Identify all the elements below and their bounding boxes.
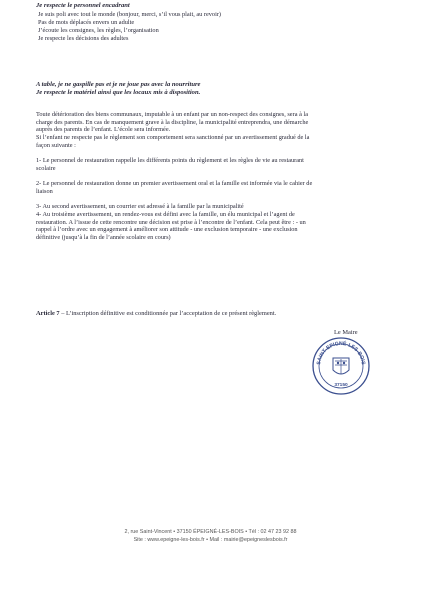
section-heading-materiel: Je respecte le matériel ainsi que les locaux mis à disposition. bbox=[36, 89, 201, 96]
paragraph-sanction bbox=[36, 134, 388, 149]
article-7 bbox=[36, 310, 276, 317]
rule-item-1: Je suis poli avec tout le monde (bonjour, merci, s’il vous plait, au revoir) bbox=[38, 11, 222, 18]
rule-item-3: J’écoute les consignes, les règles, l’organisation bbox=[38, 27, 159, 34]
paragraph-line: restauration. A l’issue de cette rencontre une décision est prise à l’encontre de l’enfant. Cela peut être : - un bbox=[36, 218, 306, 226]
rule-item-2: Pas de mots déplacés envers un adulte bbox=[38, 19, 135, 26]
section-heading-personnel: Je respecte le personnel encadrant bbox=[36, 2, 130, 9]
paragraph-line: 4- Au troisième avertissement, un rendez-vous est défini avec la famille, un élu municipal et l’agent de bbox=[36, 211, 295, 218]
paragraph-line: charge des parents. En cas de manquement grave à la discipline, la municipalité entreprendra, une démarche bbox=[36, 118, 309, 126]
paragraph-line: définitive (jusqu’à la fin de l’année scolaire en cours) bbox=[36, 233, 171, 241]
paragraph-line: façon suivante : bbox=[36, 141, 76, 149]
paragraph-deterioration bbox=[36, 111, 388, 134]
rule-item-4: Je respecte les décisions des adultes bbox=[38, 35, 129, 42]
paragraph-line: scolaire bbox=[36, 164, 56, 172]
paragraph-line: 3- Au second avertissement, un courrier est adressé à la famille par la municipalité bbox=[36, 203, 244, 210]
footer-address: 2, rue Saint-Vincent • 37150 ÉPEIGNÉ-LES-BOIS • Tél : 02 47 23 92 88 bbox=[124, 529, 297, 535]
sanction-step-2 bbox=[36, 180, 388, 195]
paragraph-line: liaison bbox=[36, 187, 53, 195]
signature-title: Le Maire bbox=[334, 329, 358, 336]
section-heading-table: A table, je ne gaspille pas et je ne joue pas avec la nourriture bbox=[36, 81, 201, 88]
svg-text:37150: 37150 bbox=[334, 383, 348, 388]
paragraph-line: Toute détérioration des biens communaux, imputable à un enfant par un non-respect des consignes, sera à la bbox=[36, 111, 308, 118]
article-text: – L’inscription définitive est conditionnée par l’acceptation de ce présent règlement. bbox=[59, 310, 277, 317]
paragraph-line: 2- Le personnel de restauration donne un premier avertissement oral et la famille est informée via le cahier de bbox=[36, 180, 313, 187]
mayor-seal-stamp bbox=[311, 336, 371, 396]
sanction-step-1 bbox=[36, 157, 388, 172]
paragraph-line: 1- Le personnel de restauration rappelle les différents points du règlement et les règles de vie au restaurant bbox=[36, 157, 304, 164]
sanction-step-4 bbox=[36, 211, 388, 241]
article-label: Article 7 bbox=[36, 310, 60, 317]
footer-contact: Site : www.epeigne-les-bois.fr • Mail : mairie@epeigneslesbois.fr bbox=[133, 537, 288, 543]
svg-text:SAINT-EPIGNÉ-LES-BOIS: SAINT-EPIGNÉ-LES-BOIS bbox=[316, 340, 366, 366]
paragraph-line: auprès des parents de l’enfant. L’école sera informée. bbox=[36, 126, 171, 133]
sanction-step-3 bbox=[36, 203, 388, 211]
seal-icon bbox=[311, 336, 371, 396]
paragraph-line: rappel à l’ordre avec un engagement à améliorer son attitude - une exclusion temporaire - une exclusion bbox=[36, 226, 298, 233]
paragraph-line: Si l’enfant ne respecte pas le règlement son comportement sera sanctionné par un avertissement gradué de la bbox=[36, 134, 310, 141]
